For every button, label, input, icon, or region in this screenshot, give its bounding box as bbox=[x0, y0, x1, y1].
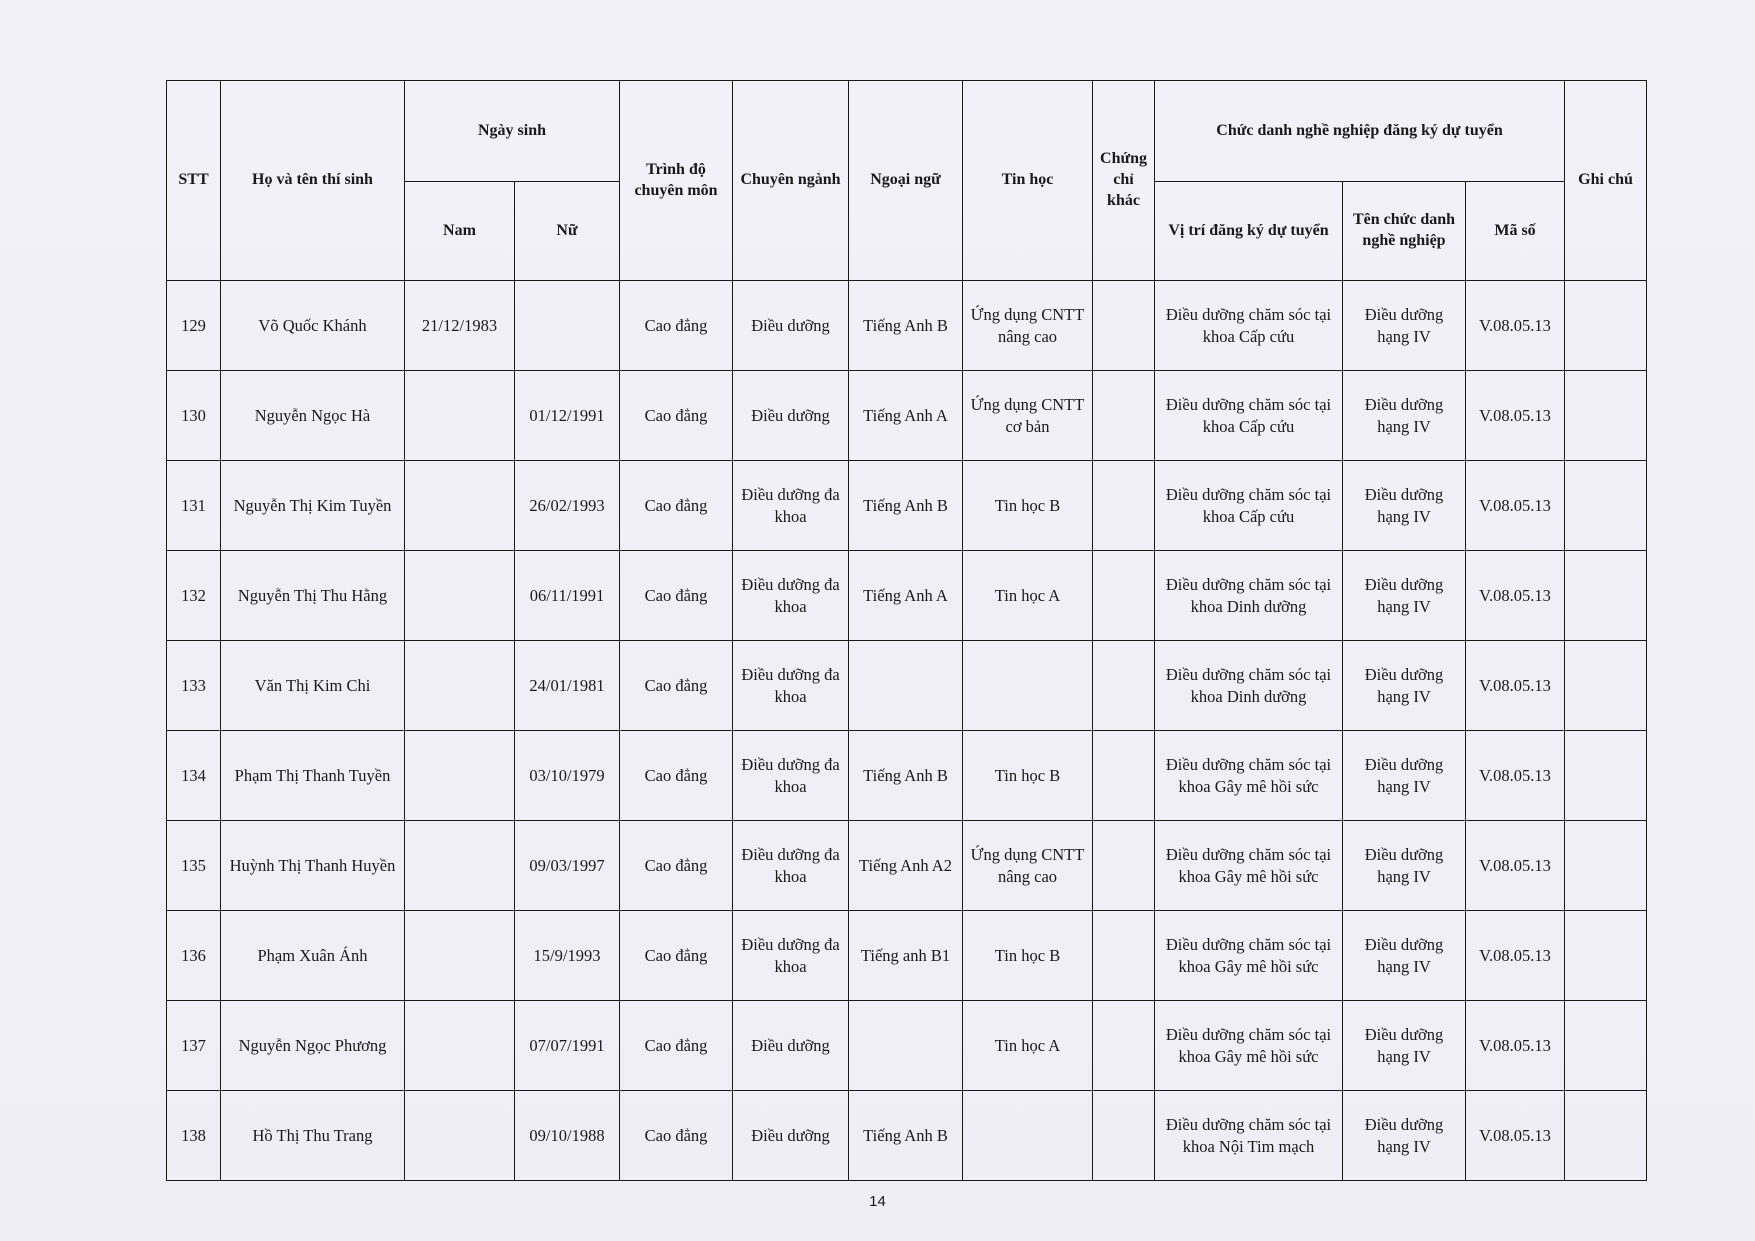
header-position-group: Chức danh nghề nghiệp đăng ký dự tuyển bbox=[1155, 81, 1565, 182]
cell-major: Điều dưỡng đa khoa bbox=[733, 551, 849, 641]
cell-name: Võ Quốc Khánh bbox=[221, 281, 405, 371]
cell-stt: 130 bbox=[167, 371, 221, 461]
cell-dob-male bbox=[405, 641, 515, 731]
cell-title: Điều dưỡng hạng IV bbox=[1343, 371, 1466, 461]
cell-language: Tiếng anh B1 bbox=[849, 911, 963, 1001]
cell-it bbox=[963, 641, 1093, 731]
cell-note bbox=[1565, 1091, 1647, 1181]
cell-dob-female: 24/01/1981 bbox=[515, 641, 620, 731]
cell-note bbox=[1565, 551, 1647, 641]
cell-dob-male bbox=[405, 1001, 515, 1091]
cell-it: Tin học B bbox=[963, 461, 1093, 551]
header-it: Tin học bbox=[963, 81, 1093, 281]
cell-major: Điều dưỡng đa khoa bbox=[733, 821, 849, 911]
cell-code: V.08.05.13 bbox=[1466, 1001, 1565, 1091]
cell-level: Cao đẳng bbox=[620, 1091, 733, 1181]
cell-major: Điều dưỡng đa khoa bbox=[733, 731, 849, 821]
cell-note bbox=[1565, 281, 1647, 371]
cell-it bbox=[963, 1091, 1093, 1181]
cell-level: Cao đẳng bbox=[620, 731, 733, 821]
cell-note bbox=[1565, 821, 1647, 911]
cell-code: V.08.05.13 bbox=[1466, 821, 1565, 911]
cell-position: Điều dưỡng chăm sóc tại khoa Gây mê hồi sức bbox=[1155, 731, 1343, 821]
cell-position: Điều dưỡng chăm sóc tại khoa Dinh dưỡng bbox=[1155, 641, 1343, 731]
cell-other-cert bbox=[1093, 731, 1155, 821]
cell-language: Tiếng Anh A bbox=[849, 551, 963, 641]
cell-other-cert bbox=[1093, 371, 1155, 461]
cell-major: Điều dưỡng bbox=[733, 371, 849, 461]
cell-position: Điều dưỡng chăm sóc tại khoa Gây mê hồi sức bbox=[1155, 1001, 1343, 1091]
cell-dob-female: 03/10/1979 bbox=[515, 731, 620, 821]
cell-level: Cao đẳng bbox=[620, 461, 733, 551]
table-body bbox=[167, 281, 1647, 1181]
cell-language: Tiếng Anh A bbox=[849, 371, 963, 461]
cell-title: Điều dưỡng hạng IV bbox=[1343, 1091, 1466, 1181]
cell-title: Điều dưỡng hạng IV bbox=[1343, 731, 1466, 821]
cell-level: Cao đẳng bbox=[620, 1001, 733, 1091]
cell-dob-male bbox=[405, 821, 515, 911]
cell-stt: 131 bbox=[167, 461, 221, 551]
cell-it: Tin học A bbox=[963, 551, 1093, 641]
cell-position: Điều dưỡng chăm sóc tại khoa Nội Tim mạch bbox=[1155, 1091, 1343, 1181]
table-row bbox=[167, 731, 1647, 821]
header-position: Vị trí đăng ký dự tuyển bbox=[1155, 182, 1343, 281]
cell-name: Phạm Thị Thanh Tuyền bbox=[221, 731, 405, 821]
cell-other-cert bbox=[1093, 821, 1155, 911]
cell-dob-male bbox=[405, 551, 515, 641]
cell-it: Tin học B bbox=[963, 731, 1093, 821]
cell-stt: 129 bbox=[167, 281, 221, 371]
cell-stt: 132 bbox=[167, 551, 221, 641]
table-row bbox=[167, 281, 1647, 371]
cell-major: Điều dưỡng đa khoa bbox=[733, 461, 849, 551]
table-row bbox=[167, 461, 1647, 551]
candidate-table bbox=[166, 80, 1647, 1181]
cell-stt: 137 bbox=[167, 1001, 221, 1091]
cell-title: Điều dưỡng hạng IV bbox=[1343, 821, 1466, 911]
cell-note bbox=[1565, 371, 1647, 461]
cell-major: Điều dưỡng bbox=[733, 1091, 849, 1181]
cell-language: Tiếng Anh B bbox=[849, 281, 963, 371]
header-dob-male: Nam bbox=[405, 182, 515, 281]
header-title: Tên chức danh nghề nghiệp bbox=[1343, 182, 1466, 281]
table-row bbox=[167, 641, 1647, 731]
cell-other-cert bbox=[1093, 911, 1155, 1001]
cell-code: V.08.05.13 bbox=[1466, 551, 1565, 641]
cell-position: Điều dưỡng chăm sóc tại khoa Cấp cứu bbox=[1155, 371, 1343, 461]
table-row bbox=[167, 821, 1647, 911]
cell-dob-male bbox=[405, 1091, 515, 1181]
cell-major: Điều dưỡng bbox=[733, 1001, 849, 1091]
cell-title: Điều dưỡng hạng IV bbox=[1343, 281, 1466, 371]
cell-note bbox=[1565, 911, 1647, 1001]
cell-stt: 135 bbox=[167, 821, 221, 911]
header-language: Ngoại ngữ bbox=[849, 81, 963, 281]
cell-code: V.08.05.13 bbox=[1466, 461, 1565, 551]
cell-dob-female: 01/12/1991 bbox=[515, 371, 620, 461]
cell-name: Nguyễn Ngọc Hà bbox=[221, 371, 405, 461]
cell-name: Huỳnh Thị Thanh Huyền bbox=[221, 821, 405, 911]
cell-level: Cao đẳng bbox=[620, 641, 733, 731]
cell-name: Phạm Xuân Ánh bbox=[221, 911, 405, 1001]
cell-major: Điều dưỡng đa khoa bbox=[733, 911, 849, 1001]
cell-name: Nguyễn Ngọc Phương bbox=[221, 1001, 405, 1091]
cell-other-cert bbox=[1093, 461, 1155, 551]
cell-name: Hồ Thị Thu Trang bbox=[221, 1091, 405, 1181]
cell-language: Tiếng Anh B bbox=[849, 1091, 963, 1181]
cell-code: V.08.05.13 bbox=[1466, 1091, 1565, 1181]
header-name: Họ và tên thí sinh bbox=[221, 81, 405, 281]
cell-note bbox=[1565, 731, 1647, 821]
cell-level: Cao đẳng bbox=[620, 371, 733, 461]
cell-dob-male bbox=[405, 731, 515, 821]
cell-code: V.08.05.13 bbox=[1466, 641, 1565, 731]
cell-dob-female: 09/03/1997 bbox=[515, 821, 620, 911]
cell-stt: 136 bbox=[167, 911, 221, 1001]
cell-code: V.08.05.13 bbox=[1466, 911, 1565, 1001]
table-header bbox=[167, 81, 1647, 281]
table-row bbox=[167, 371, 1647, 461]
cell-note bbox=[1565, 461, 1647, 551]
cell-dob-female: 15/9/1993 bbox=[515, 911, 620, 1001]
header-code: Mã số bbox=[1466, 182, 1565, 281]
header-note: Ghi chú bbox=[1565, 81, 1647, 281]
cell-dob-male bbox=[405, 461, 515, 551]
cell-dob-male bbox=[405, 911, 515, 1001]
cell-dob-male bbox=[405, 371, 515, 461]
table-row bbox=[167, 1001, 1647, 1091]
cell-dob-female: 26/02/1993 bbox=[515, 461, 620, 551]
cell-name: Văn Thị Kim Chi bbox=[221, 641, 405, 731]
cell-major: Điều dưỡng đa khoa bbox=[733, 641, 849, 731]
cell-it: Ứng dụng CNTT cơ bản bbox=[963, 371, 1093, 461]
cell-position: Điều dưỡng chăm sóc tại khoa Gây mê hồi sức bbox=[1155, 911, 1343, 1001]
cell-position: Điều dưỡng chăm sóc tại khoa Cấp cứu bbox=[1155, 281, 1343, 371]
cell-title: Điều dưỡng hạng IV bbox=[1343, 461, 1466, 551]
header-other-cert: Chứng chỉ khác bbox=[1093, 81, 1155, 281]
cell-title: Điều dưỡng hạng IV bbox=[1343, 551, 1466, 641]
cell-other-cert bbox=[1093, 281, 1155, 371]
cell-position: Điều dưỡng chăm sóc tại khoa Dinh dưỡng bbox=[1155, 551, 1343, 641]
cell-language: Tiếng Anh B bbox=[849, 731, 963, 821]
cell-title: Điều dưỡng hạng IV bbox=[1343, 641, 1466, 731]
cell-other-cert bbox=[1093, 551, 1155, 641]
cell-stt: 134 bbox=[167, 731, 221, 821]
cell-stt: 138 bbox=[167, 1091, 221, 1181]
cell-title: Điều dưỡng hạng IV bbox=[1343, 1001, 1466, 1091]
header-dob-female: Nữ bbox=[515, 182, 620, 281]
header-dob: Ngày sinh bbox=[405, 81, 620, 182]
table-row bbox=[167, 911, 1647, 1001]
cell-dob-female bbox=[515, 281, 620, 371]
cell-dob-female: 07/07/1991 bbox=[515, 1001, 620, 1091]
cell-language: Tiếng Anh A2 bbox=[849, 821, 963, 911]
cell-it: Tin học A bbox=[963, 1001, 1093, 1091]
cell-note bbox=[1565, 1001, 1647, 1091]
cell-language: Tiếng Anh B bbox=[849, 461, 963, 551]
table-row bbox=[167, 1091, 1647, 1181]
table-row bbox=[167, 551, 1647, 641]
cell-dob-male: 21/12/1983 bbox=[405, 281, 515, 371]
cell-other-cert bbox=[1093, 1091, 1155, 1181]
cell-major: Điều dưỡng bbox=[733, 281, 849, 371]
cell-title: Điều dưỡng hạng IV bbox=[1343, 911, 1466, 1001]
cell-name: Nguyễn Thị Thu Hằng bbox=[221, 551, 405, 641]
header-major: Chuyên ngành bbox=[733, 81, 849, 281]
cell-it: Ứng dụng CNTT nâng cao bbox=[963, 281, 1093, 371]
cell-stt: 133 bbox=[167, 641, 221, 731]
cell-language bbox=[849, 1001, 963, 1091]
cell-position: Điều dưỡng chăm sóc tại khoa Gây mê hồi sức bbox=[1155, 821, 1343, 911]
header-stt: STT bbox=[167, 81, 221, 281]
cell-dob-female: 09/10/1988 bbox=[515, 1091, 620, 1181]
cell-position: Điều dưỡng chăm sóc tại khoa Cấp cứu bbox=[1155, 461, 1343, 551]
cell-code: V.08.05.13 bbox=[1466, 281, 1565, 371]
cell-name: Nguyễn Thị Kim Tuyền bbox=[221, 461, 405, 551]
cell-it: Ứng dụng CNTT nâng cao bbox=[963, 821, 1093, 911]
header-level: Trình độ chuyên môn bbox=[620, 81, 733, 281]
cell-other-cert bbox=[1093, 1001, 1155, 1091]
cell-code: V.08.05.13 bbox=[1466, 731, 1565, 821]
cell-level: Cao đẳng bbox=[620, 281, 733, 371]
cell-dob-female: 06/11/1991 bbox=[515, 551, 620, 641]
cell-note bbox=[1565, 641, 1647, 731]
cell-other-cert bbox=[1093, 641, 1155, 731]
cell-it: Tin học B bbox=[963, 911, 1093, 1001]
page-number: 14 bbox=[869, 1193, 886, 1210]
cell-language bbox=[849, 641, 963, 731]
cell-level: Cao đẳng bbox=[620, 551, 733, 641]
cell-level: Cao đẳng bbox=[620, 911, 733, 1001]
cell-level: Cao đẳng bbox=[620, 821, 733, 911]
cell-code: V.08.05.13 bbox=[1466, 371, 1565, 461]
